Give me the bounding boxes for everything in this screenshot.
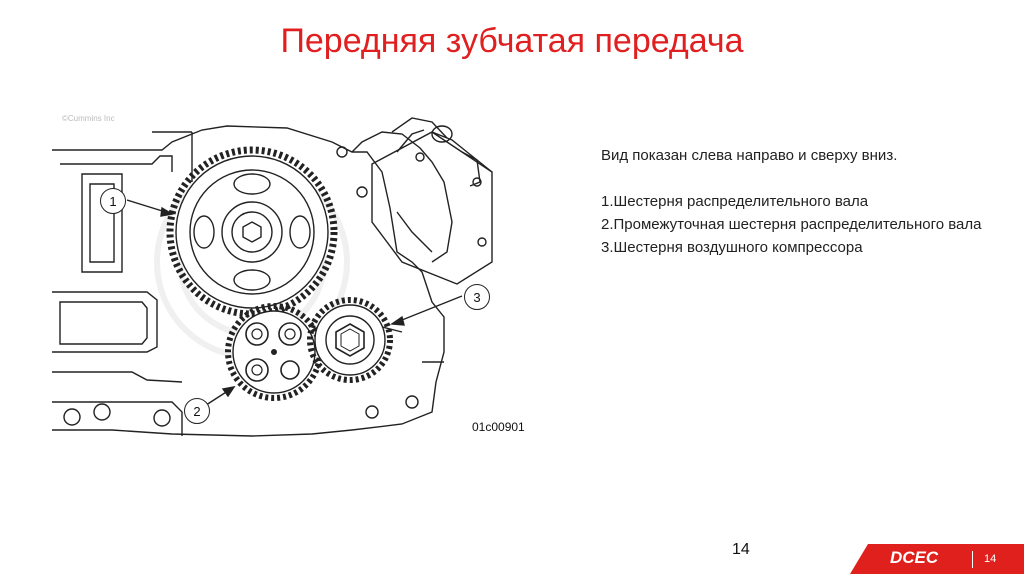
camshaft-idler-gear <box>228 306 320 398</box>
footer-divider <box>972 551 973 568</box>
figure-copyright: ©Cummins Inc <box>62 114 115 123</box>
description-item-3: 3.Шестерня воздушного компрессора <box>601 239 863 256</box>
callout-1 <box>100 188 126 214</box>
callout-1-label: 1 <box>109 193 117 209</box>
air-compressor-gear <box>310 300 390 380</box>
figure-code: 01c00901 <box>472 420 525 434</box>
description-item-2: 2.Промежуточная шестерня распределительного вала <box>601 216 982 233</box>
description-block <box>601 144 1001 259</box>
engine-gear-diagram <box>52 112 542 442</box>
slide-title: Передняя зубчатая передача <box>280 22 744 60</box>
callout-2 <box>184 398 210 424</box>
callout-3-label: 3 <box>473 289 481 305</box>
description-item-1: 1.Шестерня распределительного вала <box>601 193 869 210</box>
page-number: 14 <box>732 541 750 558</box>
gear-train-illustration <box>52 112 542 442</box>
footer-page-number: 14 <box>984 553 997 565</box>
callout-3 <box>464 284 490 310</box>
callout-2-label: 2 <box>193 403 201 419</box>
camshaft-gear <box>170 150 334 314</box>
dcec-logo: DCEC <box>890 548 939 567</box>
description-intro: Вид показан слева направо и сверху вниз. <box>601 147 898 164</box>
